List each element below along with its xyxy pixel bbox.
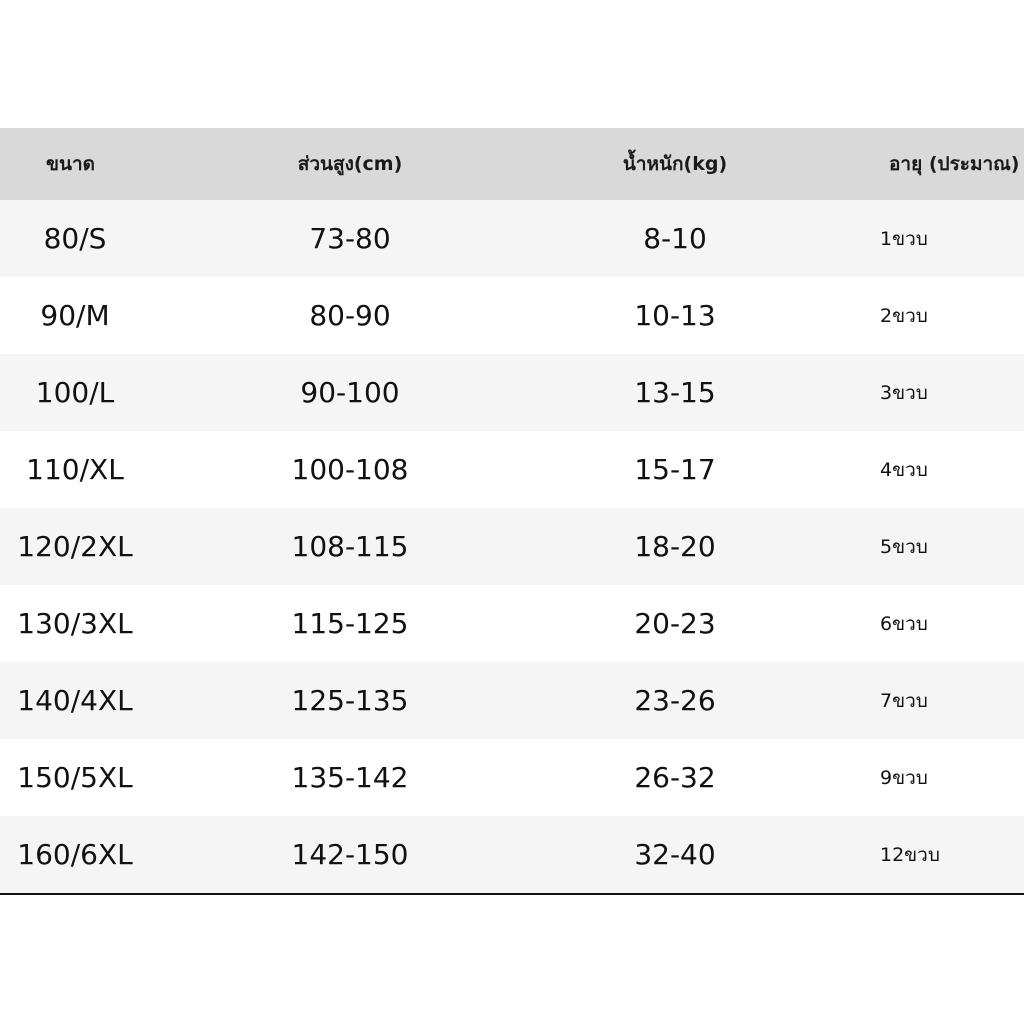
table-row — [0, 277, 1024, 354]
height-cell: 80-90 — [309, 299, 391, 332]
age-cell — [800, 455, 1024, 485]
age-value: 5ขวบ — [880, 535, 928, 558]
age-cell — [800, 224, 1024, 254]
age-value: 3ขวบ — [880, 381, 928, 404]
height-cell: 100-108 — [291, 453, 409, 486]
table-header — [0, 128, 1024, 200]
age-cell — [800, 840, 1024, 870]
age-value: 9ขวบ — [880, 766, 928, 789]
size-cell: 100/L — [35, 376, 115, 409]
height-cell: 73-80 — [309, 222, 391, 255]
weight-cell: 32-40 — [634, 838, 716, 871]
table-row — [0, 585, 1024, 662]
height-cell: 90-100 — [300, 376, 400, 409]
size-cell: 80/S — [43, 222, 107, 255]
table-row — [0, 431, 1024, 508]
height-cell: 135-142 — [291, 761, 409, 794]
age-value: 6ขวบ — [880, 612, 928, 635]
size-cell: 110/XL — [26, 453, 124, 486]
age-cell — [800, 763, 1024, 793]
weight-cell: 15-17 — [634, 453, 716, 486]
age-value: 1ขวบ — [880, 227, 928, 250]
table-row — [0, 354, 1024, 431]
header-size: ขนาด — [46, 153, 95, 175]
weight-cell: 20-23 — [634, 607, 716, 640]
size-cell: 130/3XL — [17, 607, 133, 640]
age-value: 7ขวบ — [880, 689, 928, 712]
table-row — [0, 508, 1024, 585]
size-cell: 150/5XL — [17, 761, 133, 794]
size-cell: 160/6XL — [17, 838, 133, 871]
age-cell — [800, 532, 1024, 562]
weight-cell: 8-10 — [643, 222, 707, 255]
weight-cell: 18-20 — [634, 530, 716, 563]
size-cell: 120/2XL — [17, 530, 133, 563]
table-row — [0, 816, 1024, 893]
header-height: ส่วนสูง(cm) — [297, 153, 403, 175]
size-cell: 90/M — [40, 299, 110, 332]
height-cell: 142-150 — [291, 838, 409, 871]
header-age: อายุ (ประมาณ) — [889, 153, 1020, 175]
size-chart-table — [0, 128, 1024, 895]
table-body — [0, 200, 1024, 893]
table-row — [0, 200, 1024, 277]
weight-cell: 26-32 — [634, 761, 716, 794]
age-value: 12ขวบ — [880, 843, 940, 866]
height-cell: 125-135 — [291, 684, 409, 717]
age-cell — [800, 301, 1024, 331]
age-cell — [800, 686, 1024, 716]
weight-cell: 10-13 — [634, 299, 716, 332]
table-row — [0, 662, 1024, 739]
table-row — [0, 739, 1024, 816]
size-cell: 140/4XL — [17, 684, 133, 717]
weight-cell: 13-15 — [634, 376, 716, 409]
weight-cell: 23-26 — [634, 684, 716, 717]
age-cell — [800, 378, 1024, 408]
height-cell: 115-125 — [291, 607, 409, 640]
age-value: 2ขวบ — [880, 304, 928, 327]
header-weight: น้ำหนัก(kg) — [622, 153, 728, 175]
age-value: 4ขวบ — [880, 458, 928, 481]
height-cell: 108-115 — [291, 530, 409, 563]
age-cell — [800, 609, 1024, 639]
